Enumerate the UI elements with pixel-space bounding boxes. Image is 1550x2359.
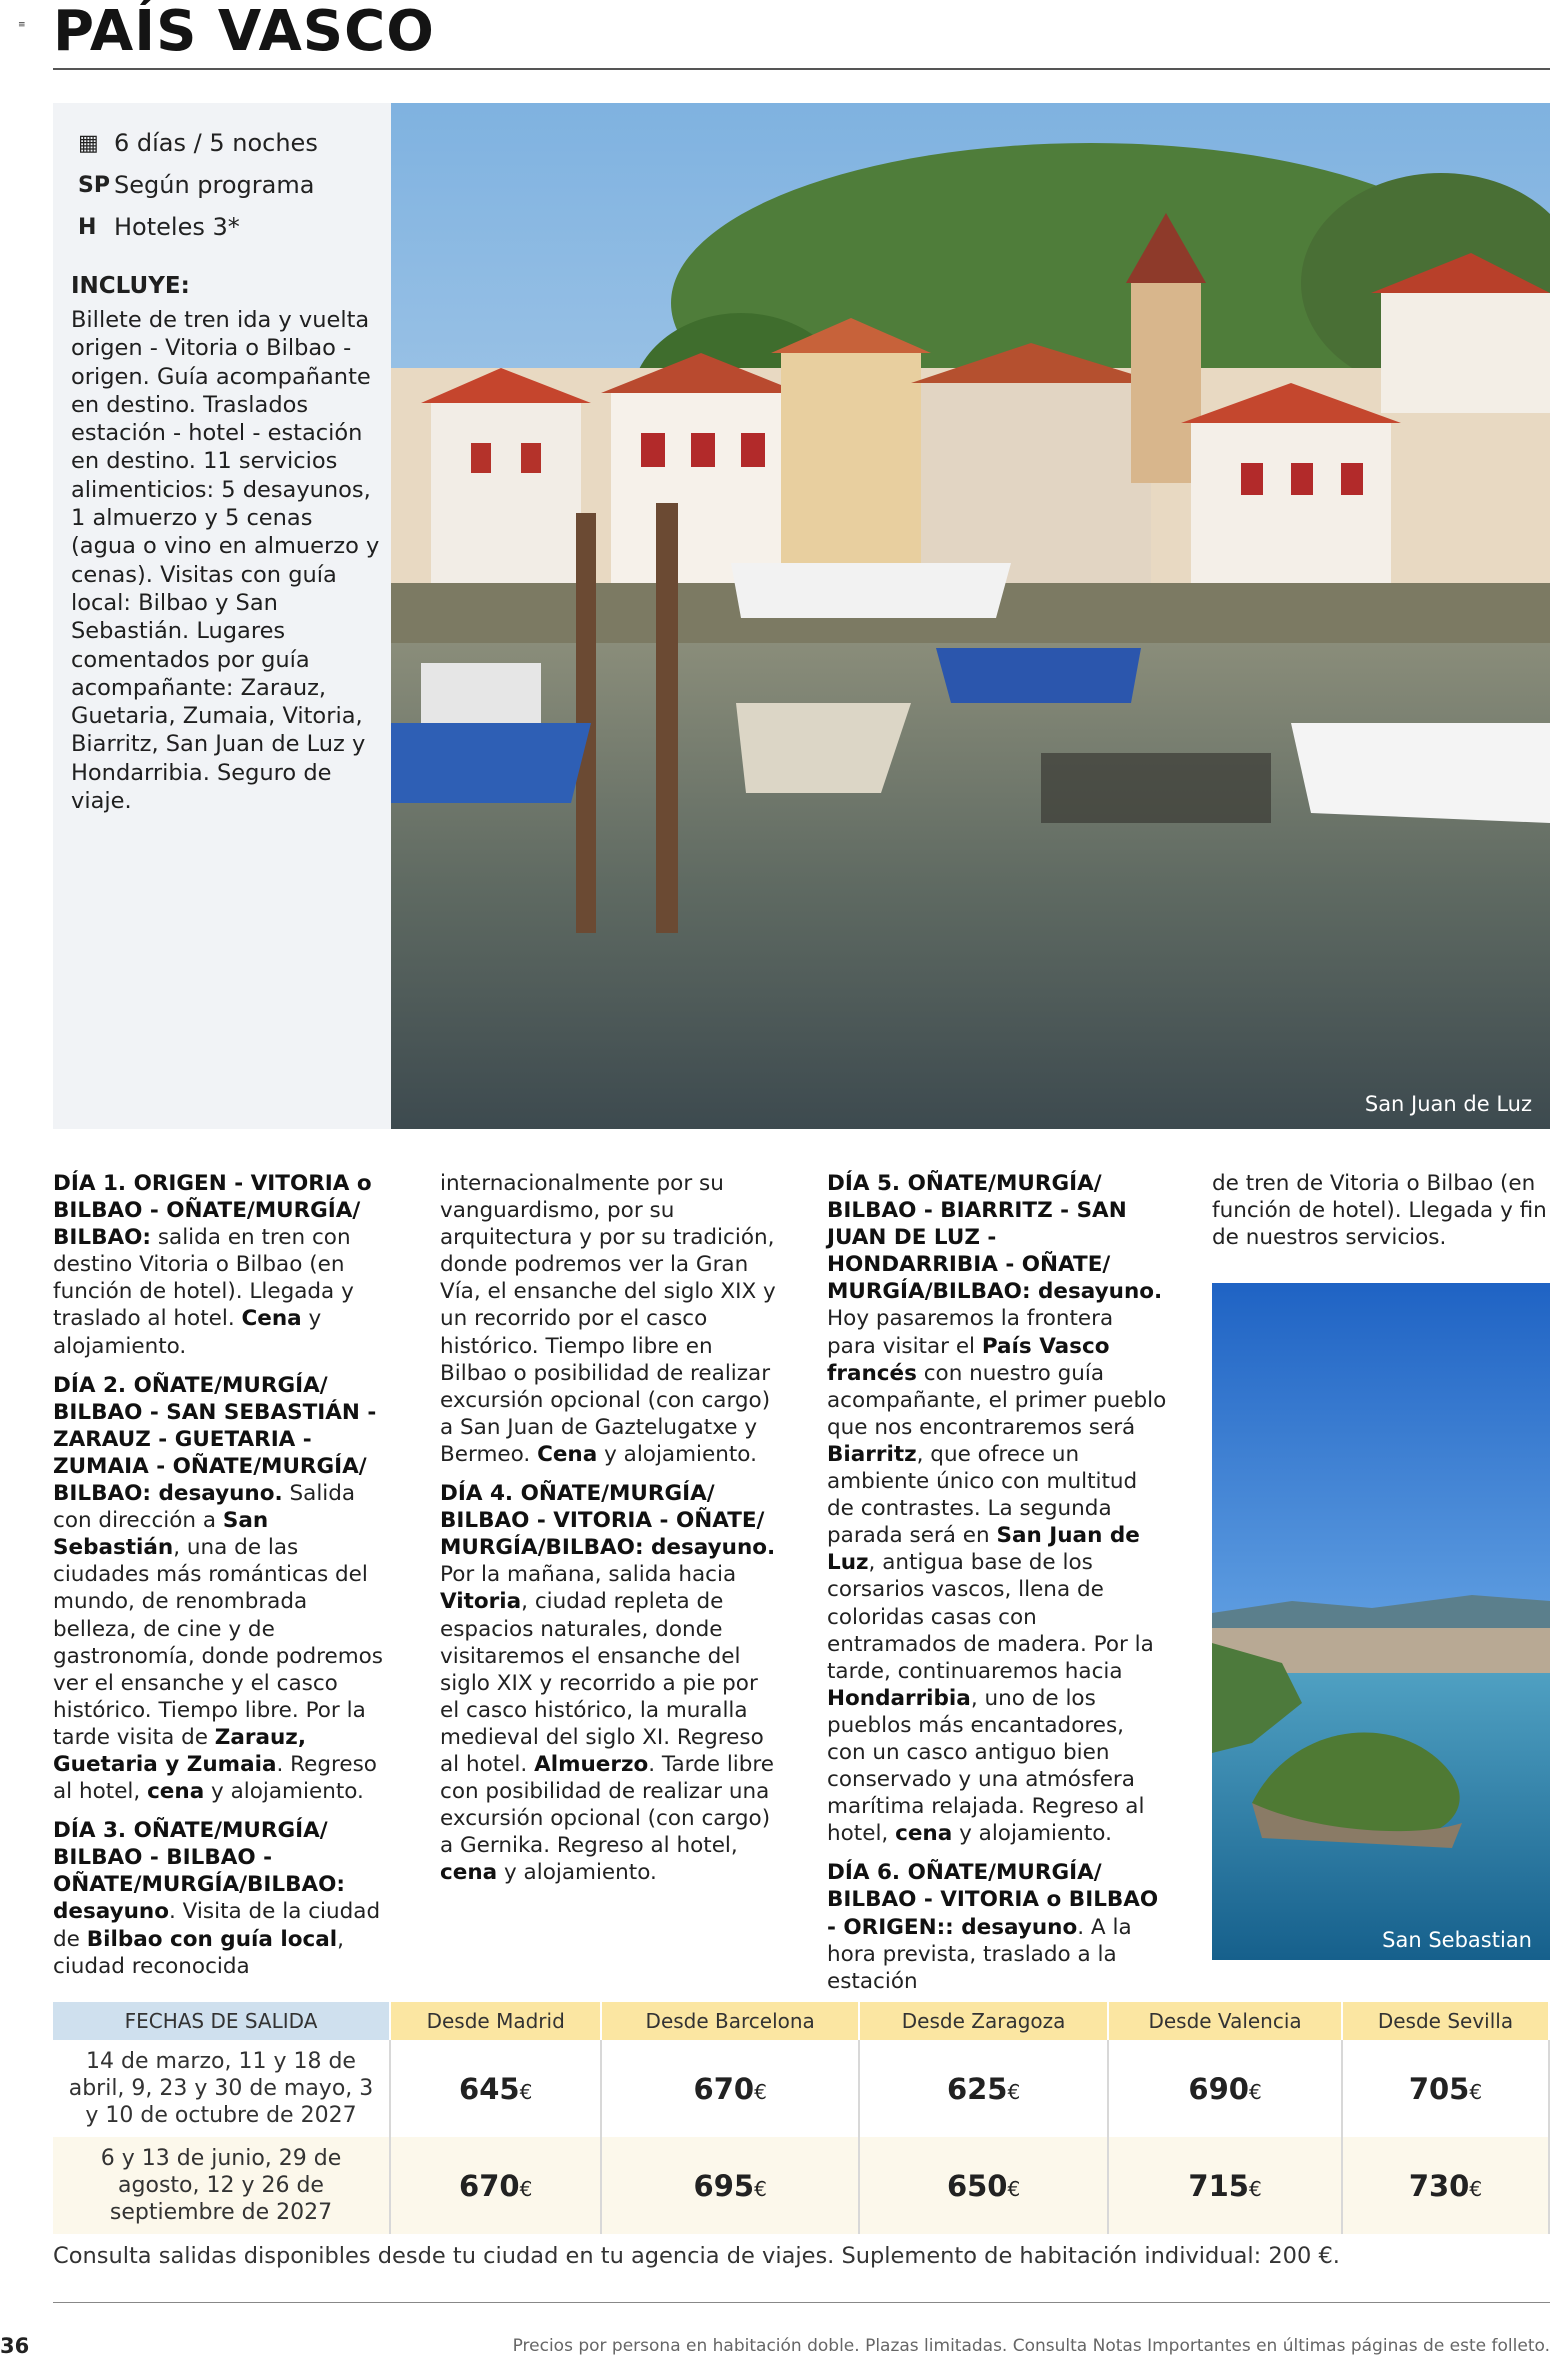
currency-symbol: €: [1248, 2079, 1262, 2104]
day-5-bold-2: Biarritz: [827, 1441, 917, 1467]
price-value: 715: [1188, 2168, 1249, 2203]
currency-symbol: €: [754, 2079, 767, 2104]
includes-title: INCLUYE:: [71, 273, 190, 299]
price-value: 690: [1188, 2071, 1249, 2106]
day-5-bold-3: San Juan de Luz: [827, 1523, 1140, 1576]
price-cell: [859, 2137, 1108, 2234]
currency-symbol: €: [1469, 2176, 1483, 2201]
hotel-row: [78, 207, 240, 247]
page-title: PAÍS VASCO: [53, 0, 435, 64]
day-4-text-3: . Tarde libre con posibilidad de realizar una excursión opcional (con cargo) a Gernika. Regreso al hotel,: [440, 1751, 775, 1859]
itinerary-column-3: [827, 1170, 1167, 2007]
day-4-bold-3: cena: [440, 1860, 498, 1886]
price-value: 730: [1408, 2168, 1470, 2203]
header-valencia: Desde Valencia: [1108, 2002, 1342, 2040]
row-dates: 6 y 13 de junio, 29 de agosto, 12 y 26 de septiembre de 2027: [53, 2137, 390, 2234]
day-5-bold-4: Hondarribia: [827, 1685, 971, 1711]
day-4-text: Por la mañana, salida hacia: [440, 1562, 737, 1588]
day-5-text-end: y alojamiento.: [952, 1821, 1112, 1847]
day-3-continued: [440, 1170, 780, 1468]
program-label: Según programa: [114, 171, 315, 199]
day-5-text-5: , uno de los pueblos más encantadores, con un casco antiguo bien conservado y una atmósfera marítima relajada. Regreso al hotel,: [827, 1685, 1145, 1847]
day-1-title: DÍA 1. ORIGEN - VITORIA o BILBAO - OÑATE/MURGÍA/ BILBAO:: [53, 1171, 372, 1251]
price-cell: [390, 2040, 601, 2137]
hotel-label: Hoteles 3*: [114, 213, 240, 241]
day-1-bold: Cena: [241, 1306, 302, 1332]
day-1: [53, 1170, 393, 1360]
currency-symbol: €: [1007, 2176, 1021, 2201]
day-1-text: salida en tren con destino Vitoria o Bilbao (en función de hotel). Llegada y traslado al hotel.: [53, 1225, 354, 1332]
harbor-illustration: [391, 103, 1550, 1129]
day-3-cont-bold: Cena: [537, 1441, 598, 1467]
currency-symbol: €: [754, 2176, 767, 2201]
day-2-bold-2: Zarauz, Guetaria y Zumaia: [53, 1724, 306, 1777]
header-sevilla: Desde Sevilla: [1342, 2002, 1549, 2040]
day-5-bold: País Vasco francés: [827, 1333, 1110, 1386]
price-value: 650: [946, 2168, 1008, 2203]
price-value: 645: [459, 2071, 520, 2106]
footer-divider: [53, 2302, 1550, 2303]
sp-icon: SP: [78, 172, 110, 198]
itinerary-column-1: [53, 1170, 393, 1992]
day-3-title: DÍA 3. OÑATE/MURGÍA/ BILBAO - BILBAO - OÑATE/MURGÍA/BILBAO: desayuno: [53, 1818, 345, 1925]
price-table: [53, 2002, 1550, 2234]
day-1-text-end: y alojamiento.: [53, 1306, 322, 1359]
day-2: [53, 1372, 393, 1806]
price-value: 625: [946, 2071, 1008, 2106]
day-2-title: DÍA 2. OÑATE/MURGÍA/ BILBAO - SAN SEBASTIÁN - ZARAUZ - GUETARIA - ZUMAIA - OÑATE/MURGÍA/ BILBAO: desayuno.: [53, 1372, 377, 1507]
photo-main-caption: San Juan de Luz: [1364, 1092, 1532, 1116]
row-dates: 14 de marzo, 11 y 18 de abril, 9, 23 y 30 de mayo, 3 y 10 de octubre de 2027: [53, 2040, 390, 2137]
day-6-title: DÍA 6. OÑATE/MURGÍA/ BILBAO - VITORIA o BILBAO - ORIGEN:: desayuno: [827, 1860, 1159, 1940]
price-cell: [390, 2137, 601, 2234]
header-dates: FECHAS DE SALIDA: [53, 2002, 390, 2040]
header-zaragoza: Desde Zaragoza: [859, 2002, 1108, 2040]
price-cell: [1108, 2137, 1342, 2234]
duration-row: [78, 123, 318, 163]
day-4-bold-2: Almuerzo: [534, 1751, 649, 1777]
photo-san-sebastian: [1212, 1283, 1550, 1960]
title-divider: [53, 68, 1550, 70]
itinerary-column-2: [440, 1170, 780, 1898]
currency-symbol: €: [1007, 2079, 1021, 2104]
day-2-text: Salida con dirección a: [53, 1481, 356, 1534]
day-2-text-end: y alojamiento.: [204, 1779, 364, 1805]
photo-san-juan-de-luz: [391, 103, 1550, 1129]
duration-label: 6 días / 5 noches: [114, 129, 318, 157]
calendar-icon: ▦: [78, 130, 99, 156]
currency-symbol: €: [519, 2176, 533, 2201]
day-6: [827, 1859, 1167, 1994]
price-cell: [1342, 2040, 1549, 2137]
page-number: 36: [0, 2334, 30, 2358]
day-2-bold-3: cena: [147, 1779, 205, 1805]
table-row: [53, 2137, 1549, 2234]
day-5-text-3: , que ofrece un ambiente único con multitud de contrastes. La segunda parada será en: [827, 1441, 1138, 1549]
day-5-title: DÍA 5. OÑATE/MURGÍA/ BILBAO - BIARRITZ - SAN JUAN DE LUZ - HONDARRIBIA - OÑATE/ MURGÍA/BILBAO: desayuno.: [827, 1171, 1163, 1305]
day-2-text-2: , una de las ciudades más románticas del mundo, de renombrada belleza, de cine y de gastronomía, donde podremos ver el ensanche y el casco histórico. Tiempo libre. Por la tarde visita de: [53, 1535, 383, 1750]
header-barcelona: Desde Barcelona: [601, 2002, 859, 2040]
price-value: 695: [693, 2168, 755, 2203]
price-cell: [859, 2040, 1108, 2137]
day-5-text: Hoy pasaremos la frontera para visitar el: [827, 1306, 1114, 1359]
info-panel: [53, 103, 391, 1129]
day-4-text-2: , ciudad repleta de espacios naturales, donde visitaremos el ensanche del siglo XIX y recorrido a pie por el casco histórico, la muralla medieval del siglo XI. Regreso al hotel.: [440, 1589, 764, 1777]
day-3: [53, 1817, 393, 1980]
price-cell: [601, 2137, 859, 2234]
day-4-title: DÍA 4. OÑATE/MURGÍA/ BILBAO - VITORIA - OÑATE/ MURGÍA/BILBAO: desayuno.: [440, 1481, 776, 1561]
header-madrid: Desde Madrid: [390, 2002, 601, 2040]
availability-note: Consulta salidas disponibles desde tu ciudad en tu agencia de viajes. Suplemento de habitación individual: 200 €.: [53, 2243, 1340, 2269]
menu-mark-icon: ≡: [18, 20, 26, 30]
price-value: 705: [1408, 2071, 1470, 2106]
currency-symbol: €: [519, 2079, 533, 2104]
photo-side-caption: San Sebastian: [1382, 1928, 1532, 1952]
day-3-text-end: , ciudad reconocida: [53, 1926, 344, 1979]
day-3-cont-end: y alojamiento.: [597, 1441, 757, 1467]
bay-illustration: [1212, 1283, 1550, 1960]
day-2-text-3: . Regreso al hotel,: [53, 1751, 377, 1805]
day-4-bold: Vitoria: [440, 1589, 522, 1615]
currency-symbol: €: [1469, 2079, 1483, 2104]
day-6-text: . A la hora prevista, traslado a la estación: [827, 1914, 1132, 1994]
price-table-header: [53, 2002, 1549, 2040]
table-row: [53, 2040, 1549, 2137]
currency-symbol: €: [1248, 2176, 1262, 2201]
day-2-bold: San Sebastián: [53, 1508, 269, 1561]
day-6-continued: de tren de Vitoria o Bilbao (en función de hotel). Llegada y fin de nuestros servicios.: [1212, 1171, 1547, 1251]
day-4: [440, 1480, 780, 1886]
price-cell: [601, 2040, 859, 2137]
hotel-icon: H: [78, 214, 97, 240]
price-cell: [1342, 2137, 1549, 2234]
day-3-text: . Visita de la ciudad de: [53, 1899, 381, 1952]
program-row: [78, 165, 314, 205]
includes-body: Billete de tren ida y vuelta origen - Vitoria o Bilbao - origen. Guía acompañante en destino. Traslados estación - hotel - estación en destino. 11 servicios alimenticios: 5 desayunos, 1 almuerzo y 5 cenas (agua o vino en almuerzo y cenas). Visitas con guía local: Bilbao y San Sebastián. Lugares comentados por guía acompañante: Zarauz, Guetaria, Zumaia, Vitoria, Biarritz, San Juan de Luz y Hondarribia. Seguro de viaje.: [71, 307, 380, 815]
footer-note: Precios por persona en habitación doble. Plazas limitadas. Consulta Notas Importantes en últimas páginas de este folleto.: [512, 2336, 1550, 2356]
price-value: 670: [459, 2168, 520, 2203]
day-4-text-end: y alojamiento.: [497, 1860, 657, 1886]
day-5-text-2: con nuestro guía acompañante, el primer pueblo que nos encontraremos será: [827, 1360, 1167, 1440]
day-5-text-4: , antigua base de los corsarios vascos, llena de coloridas casas con entramados de madera. Por la tarde, continuaremos hacia: [827, 1550, 1154, 1684]
itinerary-column-4: [1212, 1170, 1550, 1263]
price-value: 670: [693, 2071, 755, 2106]
day-5: [827, 1170, 1167, 1847]
price-cell: [1108, 2040, 1342, 2137]
day-3-cont-text: internacionalmente por su vanguardismo, por su arquitectura y por su tradición, donde podremos ver la Gran Vía, el ensanche del siglo XIX y un recorrido por el casco histórico. Tiempo libre en Bilbao o posibilidad de realizar excursión opcional (con cargo) a San Juan de Gaztelugatxe y Bermeo.: [440, 1171, 776, 1467]
day-5-bold-5: cena: [895, 1821, 953, 1847]
day-3-bold: Bilbao con guía local: [86, 1926, 338, 1952]
